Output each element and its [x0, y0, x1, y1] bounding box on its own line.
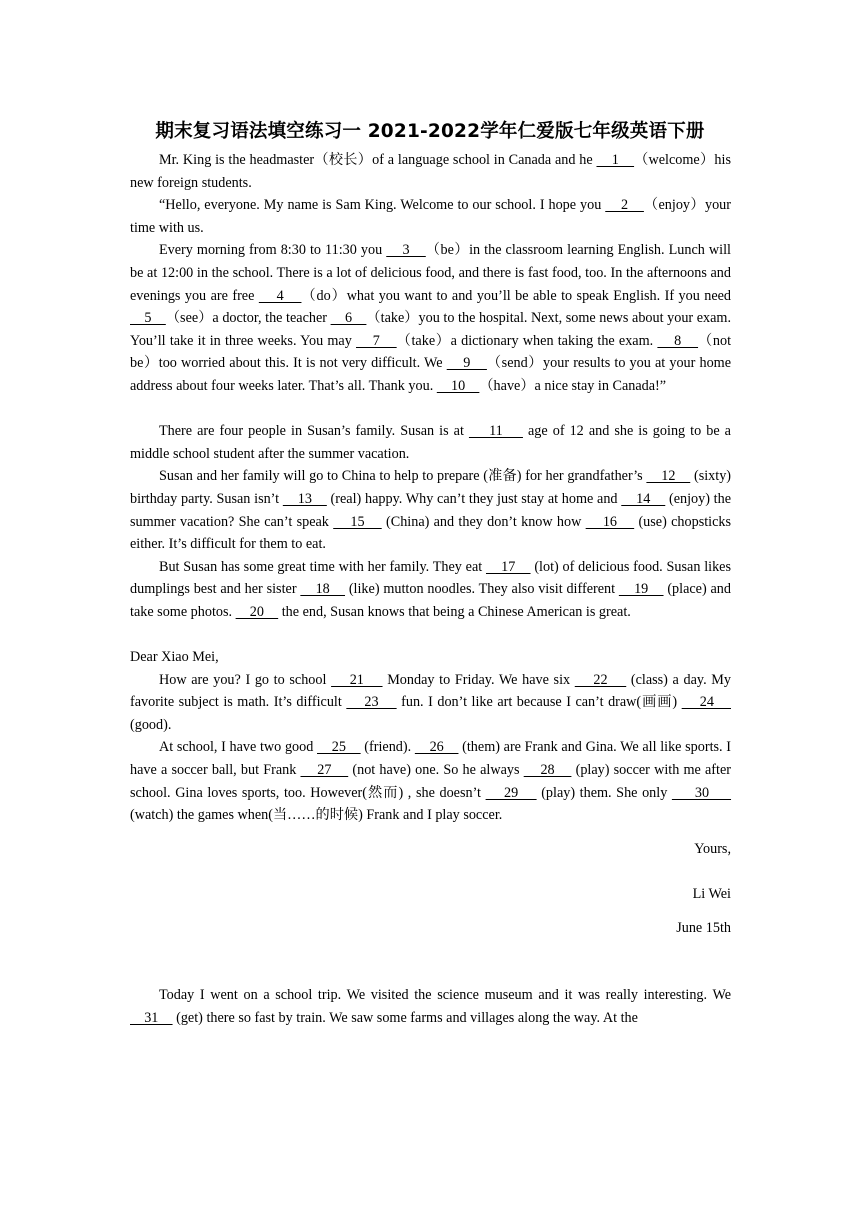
blank-13: 13 [282, 490, 327, 507]
text: （take）a dictionary when taking the exam. [396, 332, 658, 349]
blank-25: 25 [317, 739, 361, 756]
passage3-paragraph2 [130, 736, 731, 826]
text: Susan and her family will go to China to help to prepare (准备) for her grandfather’s [159, 468, 647, 485]
passage1-paragraph3 [130, 239, 731, 397]
page-title: 期末复习语法填空练习一 2021-2022学年仁爱版七年级英语下册 [155, 121, 705, 142]
text: （take）you to the hospital. Next, some news about your exam. You’ll take it in three weeks. You may [130, 310, 731, 349]
text: （see）a doctor, the teacher [165, 310, 331, 327]
text: “Hello, everyone. My name is Sam King. Welcome to our school. I hope you [159, 197, 606, 214]
blank-1: 1 [596, 152, 635, 168]
text: （be）in the classroom learning English. Lunch will be at 12:00 in the school. There is a lot of delicious food, and there is fast food, too. In the afternoons and evenings you are free [130, 242, 731, 304]
blank-28: 28 [523, 762, 572, 779]
blank-27: 27 [300, 762, 349, 779]
text: (sixty) birthday party. Susan isn’t [130, 468, 732, 507]
blank-11: 11 [468, 423, 523, 440]
passage3-paragraph1 [130, 669, 731, 737]
text: （welcome）his new foreign students. [130, 152, 731, 191]
blank-20: 20 [235, 603, 279, 620]
passage1-paragraph2 [130, 194, 731, 239]
blank-7: 7 [356, 332, 397, 349]
blank-18: 18 [300, 581, 346, 598]
text: (enjoy) the summer vacation? She can’t speak [130, 490, 732, 530]
letter-closing: Yours, [694, 840, 731, 857]
text: fun. I don’t like art because I can’t draw(画画) [396, 694, 682, 711]
blank-19: 19 [618, 581, 664, 598]
text: （enjoy）your time with us. [130, 197, 731, 236]
text: (use) chopsticks either. It’s difficult for them to eat. [130, 513, 732, 553]
spacer [130, 939, 731, 962]
text: (play) soccer with me after school. Gina loves sports, too. However(然而) , she doesn’t [130, 762, 731, 801]
blank-21: 21 [331, 671, 383, 688]
text: (good). [130, 716, 172, 733]
spacer [130, 398, 731, 421]
text: But Susan has some great time with her family. They eat [159, 558, 486, 575]
spacer [130, 860, 731, 883]
blank-15: 15 [333, 513, 382, 530]
passage4-paragraph1 [130, 984, 731, 1029]
letter-date: June 15th [676, 919, 731, 936]
text: Every morning from 8:30 to 11:30 you [159, 242, 387, 259]
text: (not have) one. So he always [348, 762, 524, 779]
text: (like) mutton noodles. They also visit different [345, 581, 619, 598]
blank-17: 17 [485, 558, 531, 575]
blank-9: 9 [446, 355, 487, 372]
passage2-paragraph3 [130, 556, 731, 624]
blank-24: 24 [681, 694, 731, 711]
passage2-paragraph2 [130, 465, 731, 555]
blank-3: 3 [386, 242, 426, 259]
text: the end, Susan knows that being a Chinese American is great. [278, 603, 631, 620]
blank-4: 4 [258, 287, 302, 304]
blank-8: 8 [657, 332, 699, 349]
text: age of 12 and she is going to be a middle school student after the summer vacation. [130, 423, 731, 462]
passage2-paragraph1 [130, 420, 731, 465]
text: (watch) the games when(当……的时候) Frank and I play soccer. [130, 807, 503, 824]
spacer [130, 623, 731, 646]
text: At school, I have two good [159, 739, 318, 756]
text: (lot) of delicious food. Susan likes dumplings best and her sister [130, 558, 732, 598]
blank-2: 2 [605, 197, 644, 214]
text: Today I went on a school trip. We visited the science museum and it was really interesting. We [159, 987, 731, 1004]
blank-23: 23 [346, 694, 397, 711]
text: （do）what you want to and you’ll be able to speak English. If you need [301, 287, 732, 304]
blank-30: 30 [671, 784, 732, 801]
text: （not be）too worried about this. It is not very difficult. We [130, 332, 732, 372]
text: (friend). [360, 739, 415, 756]
passage1-paragraph1 [130, 149, 731, 194]
spacer [130, 827, 731, 838]
blank-10: 10 [436, 377, 480, 394]
text: （send）your results to you at your home address about four weeks later. That’s all. Thank you. [130, 355, 732, 394]
blank-31: 31 [130, 1009, 173, 1026]
letter-greeting: Dear Xiao Mei, [130, 649, 219, 666]
blank-5: 5 [130, 310, 166, 327]
text: (place) and take some photos. [130, 581, 731, 620]
text: Monday to Friday. We have six [382, 671, 575, 688]
text: (them) are Frank and Gina. We all like sports. I have a soccer ball, but Frank [130, 739, 732, 779]
spacer [130, 906, 731, 917]
blank-29: 29 [485, 784, 537, 801]
text: （have）a nice stay in Canada!” [479, 377, 667, 394]
blank-14: 14 [621, 490, 666, 507]
text: There are four people in Susan’s family. Susan is at [159, 423, 469, 440]
blank-6: 6 [330, 310, 367, 327]
blank-22: 22 [574, 671, 627, 688]
blank-16: 16 [585, 513, 635, 530]
letter-signature: Li Wei [692, 886, 731, 902]
document-body [130, 149, 731, 1030]
text: (play) them. She only [536, 784, 672, 801]
blank-12: 12 [646, 468, 691, 485]
text: (get) there so fast by train. We saw some farms and villages along the way. At the [172, 1009, 638, 1026]
text: (China) and they don’t know how [381, 513, 586, 530]
text: How are you? I go to school [159, 671, 332, 688]
text: (class) a day. My favorite subject is math. It’s difficult [130, 671, 731, 711]
blank-26: 26 [414, 739, 459, 756]
spacer [130, 962, 731, 985]
text: Mr. King is the headmaster（校长）of a language school in Canada and he [159, 152, 597, 168]
text: (real) happy. Why can’t they just stay at home and [326, 490, 622, 507]
